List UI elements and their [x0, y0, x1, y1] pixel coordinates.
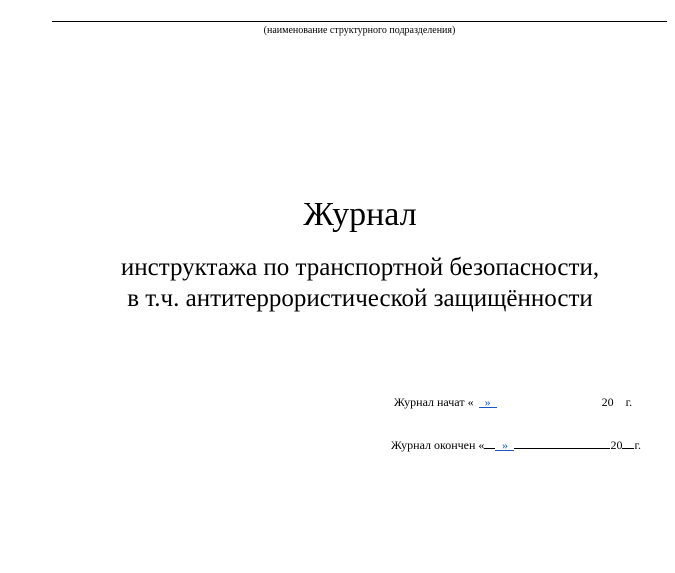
journal-end-year-prefix: 20	[610, 438, 623, 452]
journal-subtitle-line-2: в т.ч. антитеррористической защищённости	[127, 285, 593, 312]
journal-end-label: Журнал окончен «	[391, 438, 485, 452]
department-name-line	[52, 21, 667, 22]
journal-end-year-suffix: г.	[634, 438, 642, 452]
journal-end-day-field-link[interactable]	[495, 438, 514, 451]
journal-end-quote-close: »	[501, 438, 508, 452]
journal-title: Журнал	[303, 196, 417, 233]
journal-start-label: Журнал начат «	[394, 395, 474, 409]
department-name-caption: (наименование структурного подразделения)	[263, 25, 456, 36]
journal-start-row	[394, 395, 632, 409]
journal-subtitle-line-1: инструктажа по транспортной безопасности,	[120, 254, 600, 281]
journal-start-day-field[interactable]	[479, 395, 497, 408]
journal-start-year-suffix: г.	[625, 395, 633, 409]
journal-end-row	[391, 436, 641, 452]
journal-end-month-field[interactable]	[514, 436, 610, 449]
journal-end-year-field[interactable]	[622, 436, 634, 449]
journal-end-day-field[interactable]	[484, 436, 495, 449]
journal-start-year-prefix: 20	[601, 395, 614, 409]
journal-start-quote-close: »	[484, 395, 491, 409]
